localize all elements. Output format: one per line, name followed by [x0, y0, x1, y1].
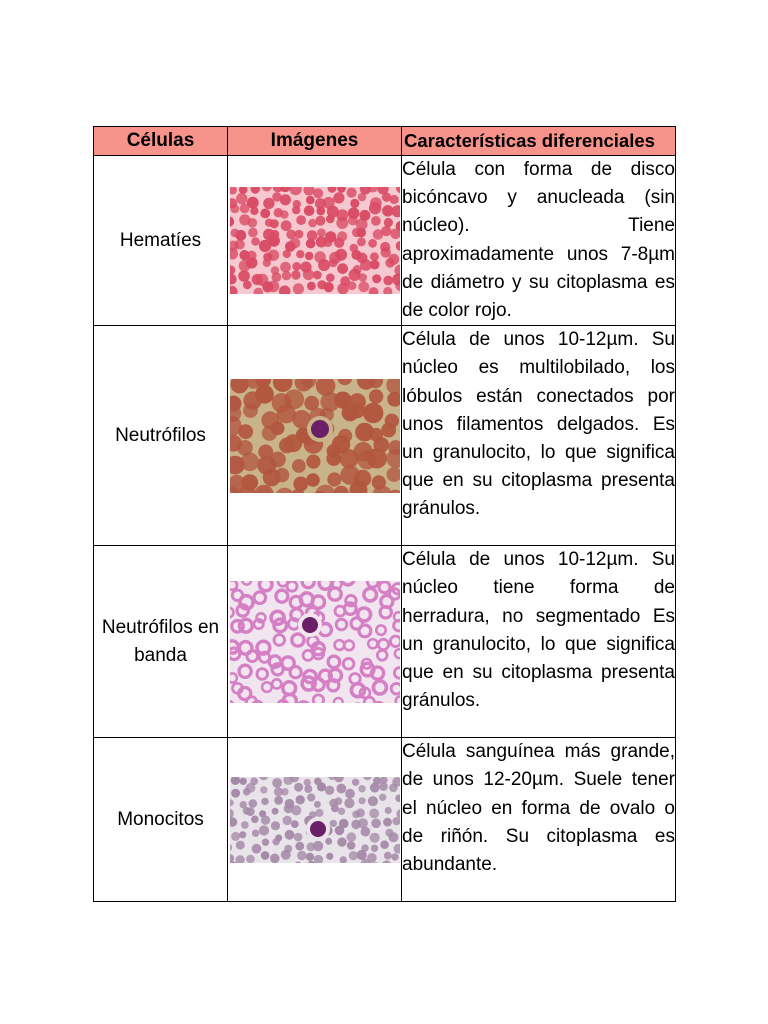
cell-name-neutrofilos: Neutrófilos — [94, 326, 228, 546]
band-neutrophil-micrograph — [230, 581, 400, 703]
red-blood-cells-micrograph — [230, 187, 400, 294]
table-row — [94, 326, 676, 546]
header-celulas: Células — [94, 127, 228, 156]
cell-name-monocitos: Monocitos — [94, 738, 228, 902]
neutrophil-micrograph — [230, 379, 400, 493]
cells-table — [93, 126, 676, 902]
monocyte-micrograph — [230, 777, 400, 863]
table-row — [94, 156, 676, 326]
header-imagenes: Imágenes — [228, 127, 402, 156]
header-caracteristicas: Características diferenciales — [402, 127, 676, 156]
description-hematies: Célula con forma de disco bicóncavo y anucleada (sin núcleo). Tiene aproximadamente unos 7-8µm de diámetro y su citoplasma es de color rojo. — [402, 156, 676, 326]
image-cell — [228, 156, 402, 326]
image-cell — [228, 546, 402, 738]
cell-name-neutrofilos-banda: Neutrófilos en banda — [94, 546, 228, 738]
table-header-row — [94, 127, 676, 156]
description-neutrofilos-banda: Célula de unos 10-12µm. Su núcleo tiene forma de herradura, no segmentado Es un granulocito, lo que significa que en su citoplasma presenta gránulos. — [402, 546, 676, 738]
image-cell — [228, 738, 402, 902]
description-monocitos: Célula sanguínea más grande, de unos 12-20µm. Suele tener el núcleo en forma de ovalo o de riñón. Su citoplasma es abundante. — [402, 738, 676, 902]
table-row — [94, 738, 676, 902]
table-row — [94, 546, 676, 738]
cell-name-hematies: Hematíes — [94, 156, 228, 326]
image-cell — [228, 326, 402, 546]
description-neutrofilos: Célula de unos 10-12µm. Su núcleo es multilobilado, los lóbulos están conectados por unos filamentos delgados. Es un granulocito, lo que significa que en su citoplasma presenta gránulos. — [402, 326, 676, 546]
